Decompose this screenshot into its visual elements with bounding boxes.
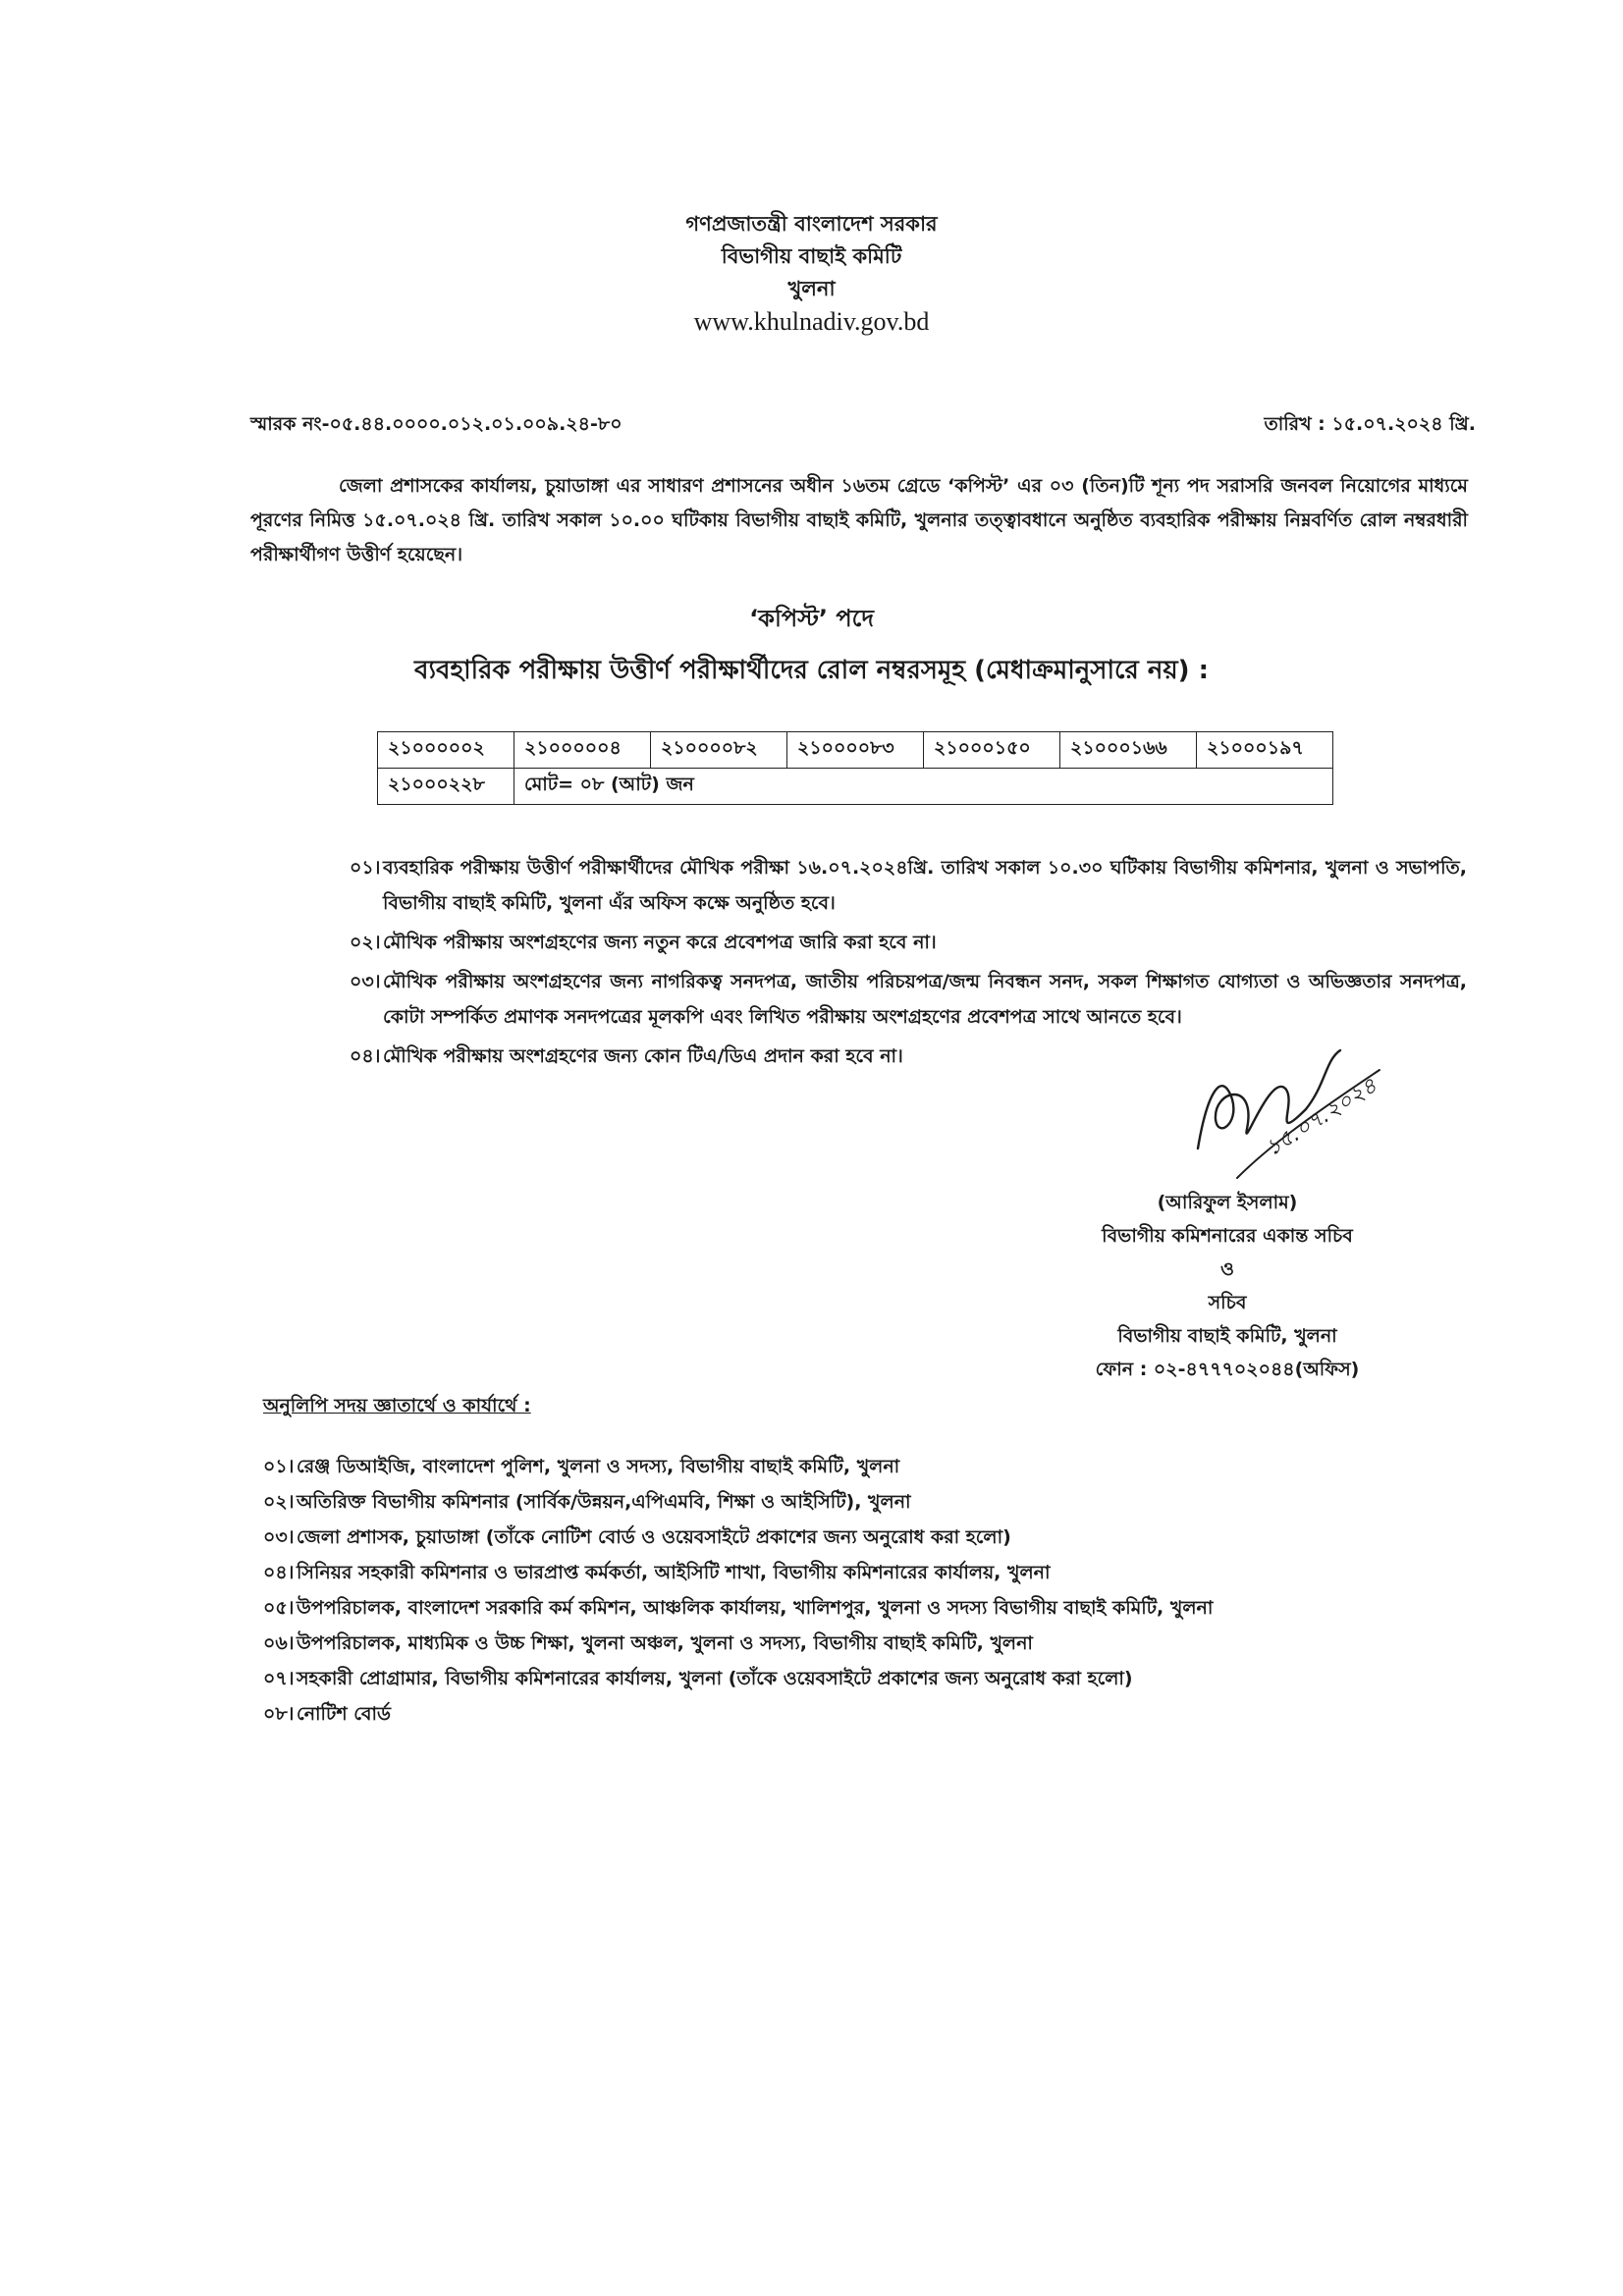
- signature-date: ১৫.০৭.২০২৪: [1261, 1073, 1382, 1162]
- table-row: [378, 769, 1333, 805]
- item-number: ০৩।: [263, 1526, 295, 1548]
- item-text: সিনিয়র সহকারী কমিশনার ও ভারপ্রাপ্ত কর্মকর্তা, আইসিটি শাখা, বিভাগীয় কমিশনারের কার্যালয়, খুলনা: [297, 1562, 1051, 1583]
- signer-phone: ফোন : ০২-৪৭৭৭০২০৪৪(অফিস): [1095, 1359, 1360, 1380]
- item-text: উপপরিচালক, বাংলাদেশ সরকারি কর্ম কমিশন, আঞ্চলিক কার্যালয়, খালিশপুর, খুলনা ও সদস্য বিভাগীয় বাছাই কমিটি, খুলনা: [297, 1597, 1214, 1619]
- list-item: [263, 1484, 1490, 1520]
- signer-conjunction: ও: [1220, 1258, 1234, 1280]
- location-title: খুলনা: [787, 277, 836, 300]
- item-number: ০৫।: [263, 1597, 295, 1619]
- total-cell: মোট= ০৮ (আট) জন: [514, 769, 1333, 805]
- issue-date: তারিখ : ১৫.০৭.২০২৪ খ্রি.: [1264, 413, 1476, 435]
- post-title: ‘কপিস্ট’ পদে: [749, 605, 874, 632]
- item-text: সহকারী প্রোগ্রামার, বিভাগীয় কমিশনারের কার্যালয়, খুলনা (তাঁকে ওয়েবসাইটে প্রকাশের জন্য অনুরোধ করা হলো): [297, 1668, 1133, 1689]
- list-item: [350, 964, 1467, 1035]
- list-item: [263, 1590, 1490, 1626]
- signer-title: বিভাগীয় বাছাই কমিটি, খুলনা: [1117, 1325, 1337, 1347]
- roll-cell: ২১০০০১৫০: [924, 732, 1060, 769]
- government-title: গণপ্রজাতন্ত্রী বাংলাদেশ সরকার: [685, 212, 938, 236]
- item-number: ০২।: [350, 932, 381, 953]
- item-number: ০৩।: [350, 971, 381, 992]
- roll-cell: ২১০০০১৯৭: [1197, 732, 1333, 769]
- signer-block: [1051, 1186, 1404, 1386]
- list-item: [263, 1626, 1490, 1661]
- roll-list-title: ব্যবহারিক পরীক্ষায় উত্তীর্ণ পরীক্ষার্থীদের রোল নম্বরসমূহ (মেধাক্রমানুসারে নয়) :: [414, 656, 1209, 685]
- list-item: [350, 925, 1467, 960]
- list-item: [263, 1661, 1490, 1696]
- item-text: ব্যবহারিক পরীক্ষায় উত্তীর্ণ পরীক্ষার্থীদের মৌখিক পরীক্ষা ১৬.০৭.২০২৪খ্রি. তারিখ সকাল ১০.৩০ ঘটিকায় বিভাগীয় কমিশনার, খুলনা ও সভাপতি, বিভাগীয় বাছাই কমিটি, খুলনা এঁর অফিস কক্ষে অনুষ্ঠিত হবে।: [383, 857, 1467, 914]
- item-text: জেলা প্রশাসক, চুয়াডাঙ্গা (তাঁকে নোটিশ বোর্ড ও ওয়েবসাইটে প্রকাশের জন্য অনুরোধ করা হলো): [297, 1526, 1011, 1548]
- roll-cell: ২১০০০০০২: [378, 732, 514, 769]
- list-item: [263, 1449, 1490, 1484]
- roll-cell: ২১০০০০০৪: [514, 732, 651, 769]
- item-text: অতিরিক্ত বিভাগীয় কমিশনার (সার্বিক/উন্নয়ন,এপিএমবি, শিক্ষা ও আইসিটি), খুলনা: [297, 1491, 911, 1513]
- item-text: নোটিশ বোর্ড: [297, 1703, 391, 1725]
- roll-cell: ২১০০০১৬৬: [1060, 732, 1197, 769]
- item-text: মৌখিক পরীক্ষায় অংশগ্রহণের জন্য নাগরিকত্ব সনদপত্র, জাতীয় পরিচয়পত্র/জন্ম নিবন্ধন সনদ, সকল শিক্ষাগত যোগ্যতা ও অভিজ্ঞতার সনদপত্র, কোটা সম্পর্কিত প্রমাণক সনদপত্রের মূলকপি এবং লিখিত পরীক্ষায় অংশগ্রহণের প্রবেশপত্র সাথে আনতে হবে।: [383, 971, 1467, 1028]
- list-item: [263, 1555, 1490, 1590]
- signer-title: সচিব: [1208, 1292, 1247, 1313]
- item-number: ০৭।: [263, 1668, 295, 1689]
- item-text: উপপরিচালক, মাধ্যমিক ও উচ্চ শিক্ষা, খুলনা অঞ্চল, খুলনা ও সদস্য, বিভাগীয় বাছাই কমিটি, খুলনা: [297, 1632, 1033, 1654]
- roll-cell: ২১০০০০৮২: [651, 732, 787, 769]
- list-item: [263, 1696, 1490, 1732]
- item-text: মৌখিক পরীক্ষায় অংশগ্রহণের জন্য কোন টিএ/ডিএ প্রদান করা হবে না।: [383, 1045, 903, 1067]
- roll-cell: ২১০০০০৮৩: [787, 732, 924, 769]
- list-item: [263, 1520, 1490, 1555]
- committee-title: বিভাগীয় বাছাই কমিটি: [721, 244, 902, 268]
- item-number: ০১।: [263, 1456, 295, 1477]
- item-text: মৌখিক পরীক্ষায় অংশগ্রহণের জন্য নতুন করে প্রবেশপত্র জারি করা হবে না।: [383, 932, 937, 953]
- intro-paragraph: জেলা প্রশাসকের কার্যালয়, চুয়াডাঙ্গা এর সাধারণ প্রশাসনের অধীন ১৬তম গ্রেডে ‘কপিস্ট’ এর ০৩ (তিন)টি শূন্য পদ সরাসরি জনবল নিয়োগের মাধ্যমে পূরণের নিমিত্ত ১৫.০৭.০২৪ খ্রি. তারিখ সকাল ১০.০০ ঘটিকায় বিভাগীয় বাছাই কমিটি, খুলনার তত্ত্বাবধানে অনুষ্ঠিত ব্যবহারিক পরীক্ষায় নিম্নবর্ণিত রোল নম্বরধারী পরীক্ষার্থীগণ উত্তীর্ণ হয়েছেন।: [250, 475, 1468, 565]
- memo-number: স্মারক নং-০৫.৪৪.০০০০.০১২.০১.০০৯.২৪-৮০: [250, 413, 622, 435]
- list-item: [350, 850, 1467, 921]
- signer-name: (আরিফুল ইসলাম): [1157, 1192, 1298, 1213]
- item-number: ০২।: [263, 1491, 295, 1513]
- item-number: ০৪।: [350, 1045, 381, 1067]
- roll-cell: ২১০০০২২৮: [378, 769, 514, 805]
- item-number: ০১।: [350, 857, 381, 879]
- item-number: ০৪।: [263, 1562, 295, 1583]
- table-row: [378, 732, 1333, 769]
- item-text: রেঞ্জ ডিআইজি, বাংলাদেশ পুলিশ, খুলনা ও সদস্য, বিভাগীয় বাছাই কমিটি, খুলনা: [297, 1456, 900, 1477]
- roll-number-table: [377, 731, 1333, 805]
- item-number: ০৬।: [263, 1632, 295, 1654]
- item-number: ০৮।: [263, 1703, 295, 1725]
- copy-list: [263, 1449, 1490, 1732]
- copy-heading: অনুলিপি সদয় জ্ঞাতার্থে ও কার্যার্থে :: [263, 1395, 531, 1416]
- website-url[interactable]: www.khulnadiv.gov.bd: [693, 307, 930, 336]
- signer-title: বিভাগীয় কমিশনারের একান্ত সচিব: [1102, 1225, 1353, 1247]
- letterhead: [0, 208, 1623, 338]
- signature-image: [1178, 1031, 1394, 1198]
